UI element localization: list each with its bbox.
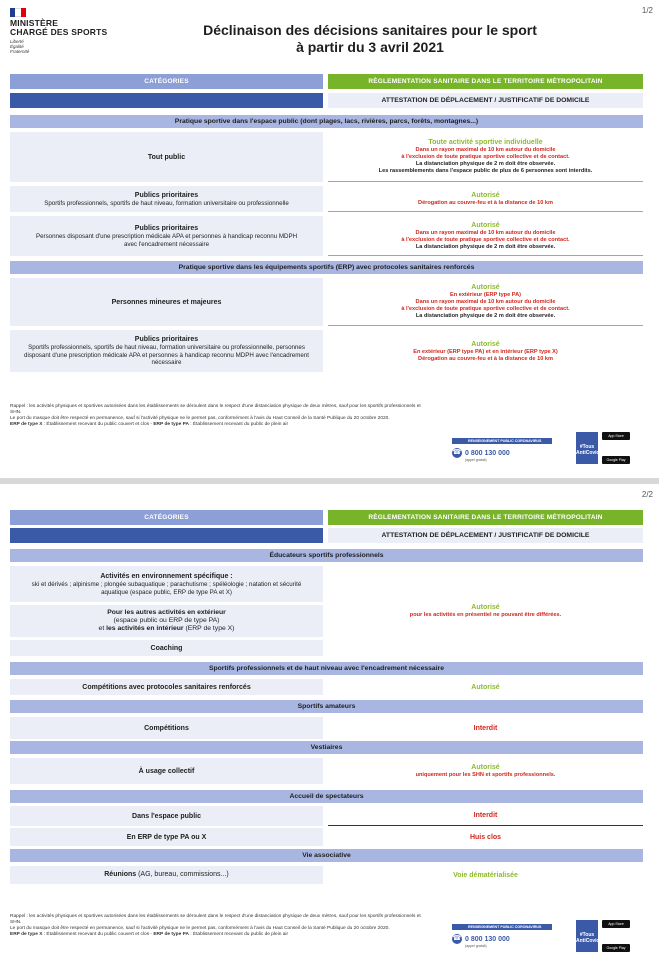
anticovid-app-block — [576, 920, 634, 952]
status-label: Autorisé — [471, 604, 500, 611]
status-label: Autorisé — [471, 764, 500, 771]
section-educators: Éducateurs sportifs professionnels — [10, 549, 643, 562]
category-cell — [10, 566, 323, 602]
table-row — [10, 828, 643, 846]
categories-header: CATÉGORIES — [10, 74, 323, 89]
condition-text: La distanciation physique de 2 m doit être observée. — [415, 161, 556, 167]
category-cell — [10, 640, 323, 656]
table-row — [10, 278, 643, 326]
category-cell — [10, 132, 323, 182]
app-store-badge[interactable]: App Store — [602, 920, 630, 928]
category-cell: Pour les autres activités en extérieur (espace public ou ERP de type PA) et les activités en intérieur (ERP de type X) — [10, 605, 323, 637]
regulation-cell — [328, 806, 643, 826]
section-associations: Vie associative — [10, 849, 643, 862]
category-label: Compétitions — [144, 724, 189, 732]
regulation-cell — [328, 330, 643, 372]
category-cell — [10, 278, 323, 326]
table-row — [10, 806, 643, 826]
phone-icon: ☎ — [452, 935, 462, 942]
category-cell — [10, 186, 323, 212]
regulation-cell — [328, 132, 643, 182]
section-public-space: Pratique sportive dans l'espace public (dont plages, lacs, rivières, parcs, forêts, montagnes...) — [10, 115, 643, 128]
footer-erp-legend: ERP de type X : Établissement recevant du public couvert et clos - ERP de type PA : Établissement recevant du public de plein air — [10, 932, 289, 937]
condition-text: Dans un rayon maximal de 10 km autour du domicile — [415, 147, 556, 153]
ministry-logo — [10, 8, 120, 54]
regulation-header: RÈGLEMENTATION SANITAIRE DANS LE TERRITOIRE MÉTROPOLITAIN — [328, 510, 643, 525]
regulation-cell — [328, 758, 643, 784]
footer-reminder: Rappel : les activités physiques et sportives autorisées dans les établissements se déroulent dans le respect d'une distanciation physique de deux mètres, sauf pour les sportifs professionnels et SHN. — [10, 404, 421, 415]
footer-mask-note: Le port du masque doit être respecté en permanence, sauf si l'activité physique ne le permet pas, conformément à l'avis du Haut Conseil de la Santé Publique du 20 octobre 2020. — [10, 926, 390, 931]
section-pro-athletes: Sportifs professionnels et de haut niveau avec l'encadrement nécessaire — [10, 662, 643, 675]
phone-icon: ☎ — [452, 449, 462, 456]
condition-text: à l'exclusion de toute pratique sportive collective et de contact. — [401, 154, 570, 160]
logo-line-1: MINISTÈRE — [10, 18, 59, 28]
hotline-note: (appel gratuit) — [465, 458, 487, 462]
document-page-2 — [0, 484, 659, 960]
status-label: Toute activité sportive individuelle — [428, 139, 543, 146]
footer-erp-legend: ERP de type X : Établissement recevant du public couvert et clos - ERP de type PA : Établissement recevant du public de plein air — [10, 422, 289, 427]
category-cell — [10, 216, 323, 256]
categories-header: CATÉGORIES — [10, 510, 323, 525]
condition-text: Dérogation au couvre-feu et à la distance de 10 km — [418, 199, 553, 206]
attestation-header: ATTESTATION DE DÉPLACEMENT / JUSTIFICATIF DE DOMICILE — [328, 93, 643, 108]
page-number: 2/2 — [641, 490, 653, 499]
table-row — [10, 866, 643, 884]
section-erp: Pratique sportive dans les équipements sportifs (ERP) avec protocoles sanitaires renforcés — [10, 261, 643, 274]
category-label: Compétitions avec protocoles sanitaires renforcés — [82, 683, 251, 691]
footer-notes — [10, 914, 430, 938]
regulation-cell — [328, 186, 643, 212]
status-label: Autorisé — [471, 284, 500, 291]
category-desc: Personnes disposant d'une prescription médicale APA et personnes à handicap reconnu MDPH avec l'encadrement nécessaire — [35, 233, 298, 248]
section-spectators: Accueil de spectateurs — [10, 790, 643, 803]
table-row — [10, 679, 643, 695]
table-row — [10, 717, 643, 739]
categories-blue-bar — [10, 528, 323, 543]
category-label: Publics prioritaires — [134, 191, 199, 199]
hotline-block — [452, 438, 552, 462]
hotline-number: 0 800 130 000 — [465, 449, 510, 457]
educators-regulation — [328, 566, 643, 656]
table-row — [10, 216, 643, 256]
condition-text: En extérieur (ERP type PA) et en intérieur (ERP type X) — [413, 348, 558, 355]
table-row — [10, 186, 643, 212]
french-flag-icon — [10, 8, 26, 17]
condition-text: uniquement pour les SHN et sportifs professionnels. — [415, 772, 556, 778]
hotline-block — [452, 924, 552, 948]
page-number: 1/2 — [641, 6, 653, 15]
category-desc: Sportifs professionnels, sportifs de haut niveau, formation universitaire ou professionnelle, personnes disposant d'une prescription médicale APA et personnes à handicap reconnu MDPH avec l'encadrement nécessaire — [24, 344, 309, 367]
status-label: Autorisé — [471, 340, 500, 348]
anticovid-app-block — [576, 432, 634, 464]
footer-mask-note: Le port du masque doit être respecté en permanence, sauf si l'activité physique ne le permet pas, conformément à l'avis du Haut Conseil de la Santé Publique du 20 octobre 2020. — [10, 416, 390, 421]
table-row — [10, 330, 643, 372]
status-label: Autorisé — [471, 221, 500, 229]
category-label: À usage collectif — [138, 767, 195, 775]
hotline-number: 0 800 130 000 — [465, 935, 510, 943]
condition-text: Dérogation au couvre-feu et à la distance de 10 km — [418, 355, 553, 362]
status-label: Huis clos — [469, 833, 502, 841]
attestation-header: ATTESTATION DE DÉPLACEMENT / JUSTIFICATIF DE DOMICILE — [328, 528, 643, 543]
google-play-badge[interactable]: Google Play — [602, 456, 630, 464]
category-cell — [10, 758, 323, 784]
condition-text: La distanciation physique de 2 m doit être observée. — [415, 243, 556, 250]
section-locker-rooms: Vestiaires — [10, 741, 643, 754]
page-title — [150, 22, 590, 56]
category-label: Coaching — [150, 644, 183, 652]
category-cell — [10, 717, 323, 739]
app-store-badge[interactable]: App Store — [602, 432, 630, 440]
category-label: Activités en environnement spécifique : — [100, 573, 233, 580]
category-cell — [10, 679, 323, 695]
footer-notes — [10, 404, 430, 428]
category-label: Dans l'espace public — [132, 812, 201, 820]
app-logo: #Tous AntiCovid — [576, 432, 598, 464]
logo-line-2: CHARGÉ DES SPORTS — [10, 27, 108, 37]
condition-text: En extérieur (ERP type PA) — [450, 292, 521, 298]
status-label: Interdit — [473, 724, 498, 732]
title-line-2: à partir du 3 avril 2021 — [296, 39, 444, 55]
status-label: Interdit — [473, 812, 498, 819]
condition-text: La distanciation physique de 2 m doit être observée. — [415, 313, 556, 319]
hotline-note: (appel gratuit) — [465, 944, 487, 948]
google-play-badge[interactable]: Google Play — [602, 944, 630, 952]
category-label: Publics prioritaires — [134, 225, 199, 232]
status-label: Voie dématérialisée — [453, 871, 518, 879]
document-page-1 — [0, 0, 659, 478]
status-label: Autorisé — [471, 683, 500, 691]
category-label: Publics prioritaires — [134, 336, 199, 344]
category-cell — [10, 330, 323, 372]
regulation-cell — [328, 278, 643, 326]
condition-text: pour les activités en présentiel ne pouvant être différées. — [409, 612, 562, 618]
condition-text: Les rassemblements dans l'espace public de plus de 6 personnes sont interdits. — [378, 168, 593, 174]
condition-text: Dans un rayon maximal de 10 km autour du domicile — [415, 229, 556, 236]
hotline-banner: RENSEIGNEMENT PUBLIC CORONAVIRUS — [452, 438, 552, 444]
title-line-1: Déclinaison des décisions sanitaires pour le sport — [203, 22, 537, 38]
logo-motto: Liberté Égalité Fraternité — [10, 39, 30, 54]
category-label: En ERP de type PA ou X — [126, 833, 207, 841]
regulation-cell — [328, 566, 643, 656]
status-label: Autorisé — [471, 191, 500, 199]
hotline-banner: RENSEIGNEMENT PUBLIC CORONAVIRUS — [452, 924, 552, 930]
regulation-cell — [328, 866, 643, 884]
regulation-cell — [328, 216, 643, 256]
regulation-cell — [328, 717, 643, 739]
condition-text: à l'exclusion de toute pratique sportive collective et de contact. — [401, 306, 570, 312]
condition-text: à l'exclusion de toute pratique sportive collective et de contact. — [401, 236, 570, 243]
category-label: Personnes mineures et majeures — [111, 298, 222, 306]
regulation-cell — [328, 828, 643, 846]
category-desc: ski et dérivés ; alpinisme ; plongée subaquatique ; parachutisme ; spéléologie ; natation et sécurité aquatique (espace public, ERP de type PA et X) — [31, 581, 302, 596]
category-cell — [10, 806, 323, 826]
table-row — [10, 758, 643, 784]
category-cell — [10, 828, 323, 846]
category-label: Tout public — [147, 153, 186, 161]
regulation-header: RÈGLEMENTATION SANITAIRE DANS LE TERRITOIRE MÉTROPOLITAIN — [328, 74, 643, 89]
app-logo: #Tous AntiCovid — [576, 920, 598, 952]
condition-text: Dans un rayon maximal de 10 km autour du domicile — [415, 299, 556, 305]
categories-blue-bar — [10, 93, 323, 108]
category-cell: Réunions (AG, bureau, commissions...) — [10, 866, 323, 884]
footer-reminder: Rappel : les activités physiques et sportives autorisées dans les établissements se déroulent dans le respect d'une distanciation physique de deux mètres, sauf pour les sportifs professionnels et SHN. — [10, 914, 421, 925]
table-row — [10, 132, 643, 182]
category-desc: Sportifs professionnels, sportifs de haut niveau, formation universitaire ou professionnelle — [44, 199, 289, 207]
regulation-cell — [328, 679, 643, 695]
section-amateurs: Sportifs amateurs — [10, 700, 643, 713]
